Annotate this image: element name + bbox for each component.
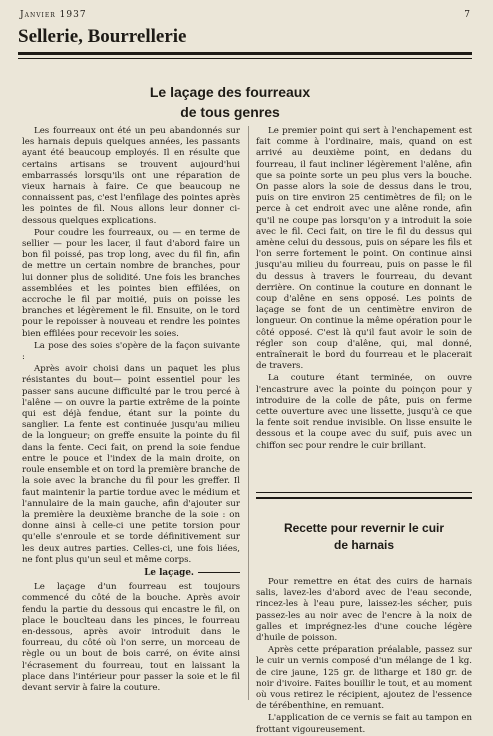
paragraph: Pour coudre les fourreaux, ou — en terme de sellier — pour les lacer, il faut d'abord faire un bon fil poissé, pas trop long, avec du fil fin, afin de mettre un certain nombre de branches, pour lui donner plus de solidité. Une fois les branches assemblées et les pointes bien effilées, on accroche le fil par moitié, puis on poisse les branches et légèrement le fil. Ensuite, on le tord pour le repoisser à nouveau et rendre les pointes bien effilées pour recevoir les soies. — [22, 227, 240, 339]
paragraph: L'application de ce vernis se fait au tampon en frottant vigoureusement. — [256, 713, 472, 735]
recipe-body — [256, 577, 472, 735]
article-title-line-2: de tous genres — [180, 104, 280, 120]
paragraph: Pour remettre en état des cuirs de harnais salis, lavez-les d'abord avec de l'eau seconde, rincez-les à l'eau pure, laissez-les sécher, puis passez-les au noir avec de l'encre à la noix de galles et imprégnez-les d'une couche légère d'huile de poisson. — [256, 577, 472, 644]
recipe-title — [256, 520, 472, 554]
section-rule-thin — [18, 58, 472, 59]
page-number: 7 — [464, 10, 471, 20]
paragraph: La couture étant terminée, on ouvre l'encastrure avec la pointe du poinçon pour y introduire de la colle de pâte, puis on ferme cette ouverture avec une lissette, jusqu'à ce que la fente soit rendue invisible. On lisse ensuite le dessous et la coupe avec du suif, puis avec un chiffon sec pour rendre le cuir brillant. — [256, 373, 472, 451]
issue-date: Janvier 1937 — [20, 10, 87, 20]
column-divider — [248, 126, 249, 700]
page-header — [20, 10, 471, 24]
recipe-title-line-2: de harnais — [333, 538, 395, 552]
article-right-column — [256, 126, 472, 492]
paragraph: Après avoir choisi dans un paquet les plus résistantes du bout— point essentiel pour les passer sans aucune difficulté par le trou percé à l'alêne — on ouvre la partie extrême de la pointe qui est déjà fendue, étant sur la pointe du sanglier. La fente est continuée jusqu'au milieu de la longueur; on greffe ensuite la pointe du fil dans la fente. Ceci fait, on prend la soie fendue entre le pouce et l'index de la main droite, on roule ensemble et on tord la première branche de la soie avec la branche du fil pour les greffer. Il faut maintenir la partie tordue avec le médium et l'annulaire de la main gauche, afin d'ajouter sur la première la deuxième branche de la soie : on donne ainsi à celle-ci une petite torsion pour qu'elle s'enroule et se torde définitivement sur les deux autres parties. Celles-ci, une fois liées, ne font plus qu'un seul et même corps. — [22, 364, 240, 565]
section-title: Sellerie, Bourrellerie — [18, 26, 187, 47]
section-rule-thick — [18, 52, 472, 55]
recipe-title-line-1: Recette pour revernir le cuir — [283, 521, 445, 535]
article-title — [140, 82, 320, 122]
subheading-lacage: Le laçage. — [22, 568, 240, 579]
paragraph: Les fourreaux ont été un peu abandonnés sur les harnais depuis quelques années, les passants ayant été beaucoup employés. Il en résulte que certains artisans se trouvent aujourd'hui embarrassés lorsqu'ils ont une réparation de vieux harnais à faire. Ce que beaucoup ne connaissent pas, c'est l'enfilage des pointes après les pointes de fil. Nous allons leur donner ci-dessous quelques explications. — [22, 126, 240, 226]
article-title-line-1: Le laçage des fourreaux — [149, 84, 311, 100]
paragraph: Le laçage d'un fourreau est toujours commencé du côté de la bouche. Après avoir fendu la partie du dessous qui encastre le fil, on place le bouclteau dans les pinces, le fourreau en-dessous, après avoir introduit dans le fourreau, du côté où l'on serre, un morceau de règle ou un bout de bois carré, on évite ainsi l'écrasement du fourreau, tout en laissant la place dans l'intérieur pour passer la soie et le fil devant servir à faire la couture. — [22, 582, 240, 693]
recipe-rule-thin — [256, 492, 472, 493]
paragraph: Après cette préparation préalable, passez sur le cuir un vernis composé d'un mélange de 1 kg. de cire jaune, 125 gr. de litharge et 180 gr. de noir d'ivoire. Faites bouillir le tout, et au moment où vous retirez le récipient, ajoutez de l'essence de térébenthine, en remuant. — [256, 645, 472, 712]
paragraph: Le premier point qui sert à l'enchapement est fait comme à l'ordinaire, mais, quand on est arrivé au deuxième point, en dedans du fourreau, il faut incliner légèrement l'alêne, afin que sa pointe sorte un peu plus vers la bouche. On passe alors la soie de dessus dans le trou, puis on tire environ 25 centimètres de fil; on le perce à cet endroit avec une alêne ronde, afin qu'il ne coupe pas lorsqu'on y a introduit la soie avec le fil. Ceci fait, on tire le fil du dessus qui amène celui du dessous, puis on sépare les fils et l'on serre fortement le point. On continue ainsi jusqu'au milieu du fourreau, puis on passe le fil du dessus à travers le fourreau, du devant derrière. On continue la couture en donnant le coup d'alêne en sens opposé. Les points de laçage se font de un centimètre environ de longueur. On continue la même opération pour le côté opposé. C'est là qu'il faut avoir le soin de régler son coup d'alêne, qui, mal donné, entraînerait le bord du fourreau et le placerait de travers. — [256, 126, 472, 372]
recipe-rule-thick — [256, 497, 472, 499]
article-left-column — [22, 126, 240, 698]
paragraph: La pose des soies s'opère de la façon suivante : — [22, 340, 240, 363]
